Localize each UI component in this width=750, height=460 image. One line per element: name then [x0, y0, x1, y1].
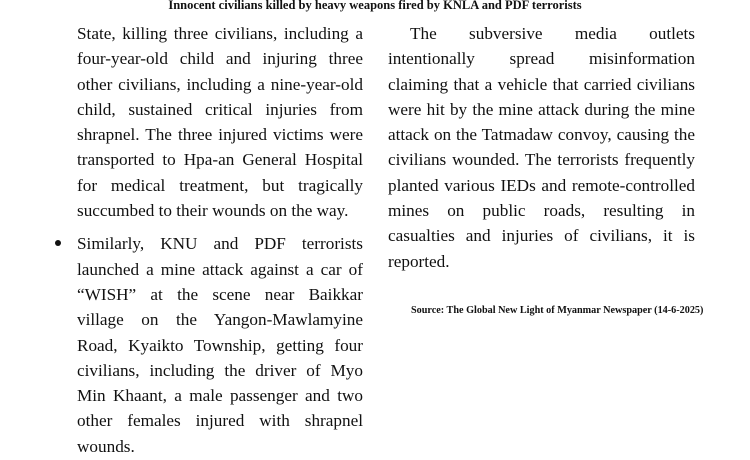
- bullet-paragraph: Similarly, KNU and PDF terrorists launched a mine attack against a car of “WISH” at the scene near Baikkar village on the Yangon-Mawlamyine Road, Kyaikto Township, getting four civilians, including the driver of Myo Min Khaant, a male passenger and two other females injured with shrapnel wounds.: [77, 234, 363, 456]
- right-paragraph: The subversive media outlets intentionally spread misinformation claiming that a vehicle that carried civilians were hit by the mine attack during the mine attack on the Tatmadaw convoy, causing the civilians wounded. The terrorists frequently planted various IEDs and remote-controlled mines on public roads, resulting in casualties and injuries of civilians, it is reported.: [388, 24, 695, 271]
- bullet-list-item: [77, 231, 363, 459]
- article-title: Innocent civilians killed by heavy weapons fired by KNLA and PDF terrorists: [168, 0, 582, 12]
- bullet-icon: [55, 240, 61, 246]
- left-paragraph: State, killing three civilians, including a four-year-old child and injuring three other civilians, including a nine-year-old child, sustained critical injuries from shrapnel. The three injured victims were transported to Hpa-an General Hospital for medical treatment, but tragically succumbed to their wounds on the way.: [77, 24, 363, 221]
- right-column: [388, 21, 695, 274]
- source-citation: Source: The Global New Light of Myanmar Newspaper (14-6-2025): [411, 305, 704, 316]
- left-column: [77, 21, 363, 459]
